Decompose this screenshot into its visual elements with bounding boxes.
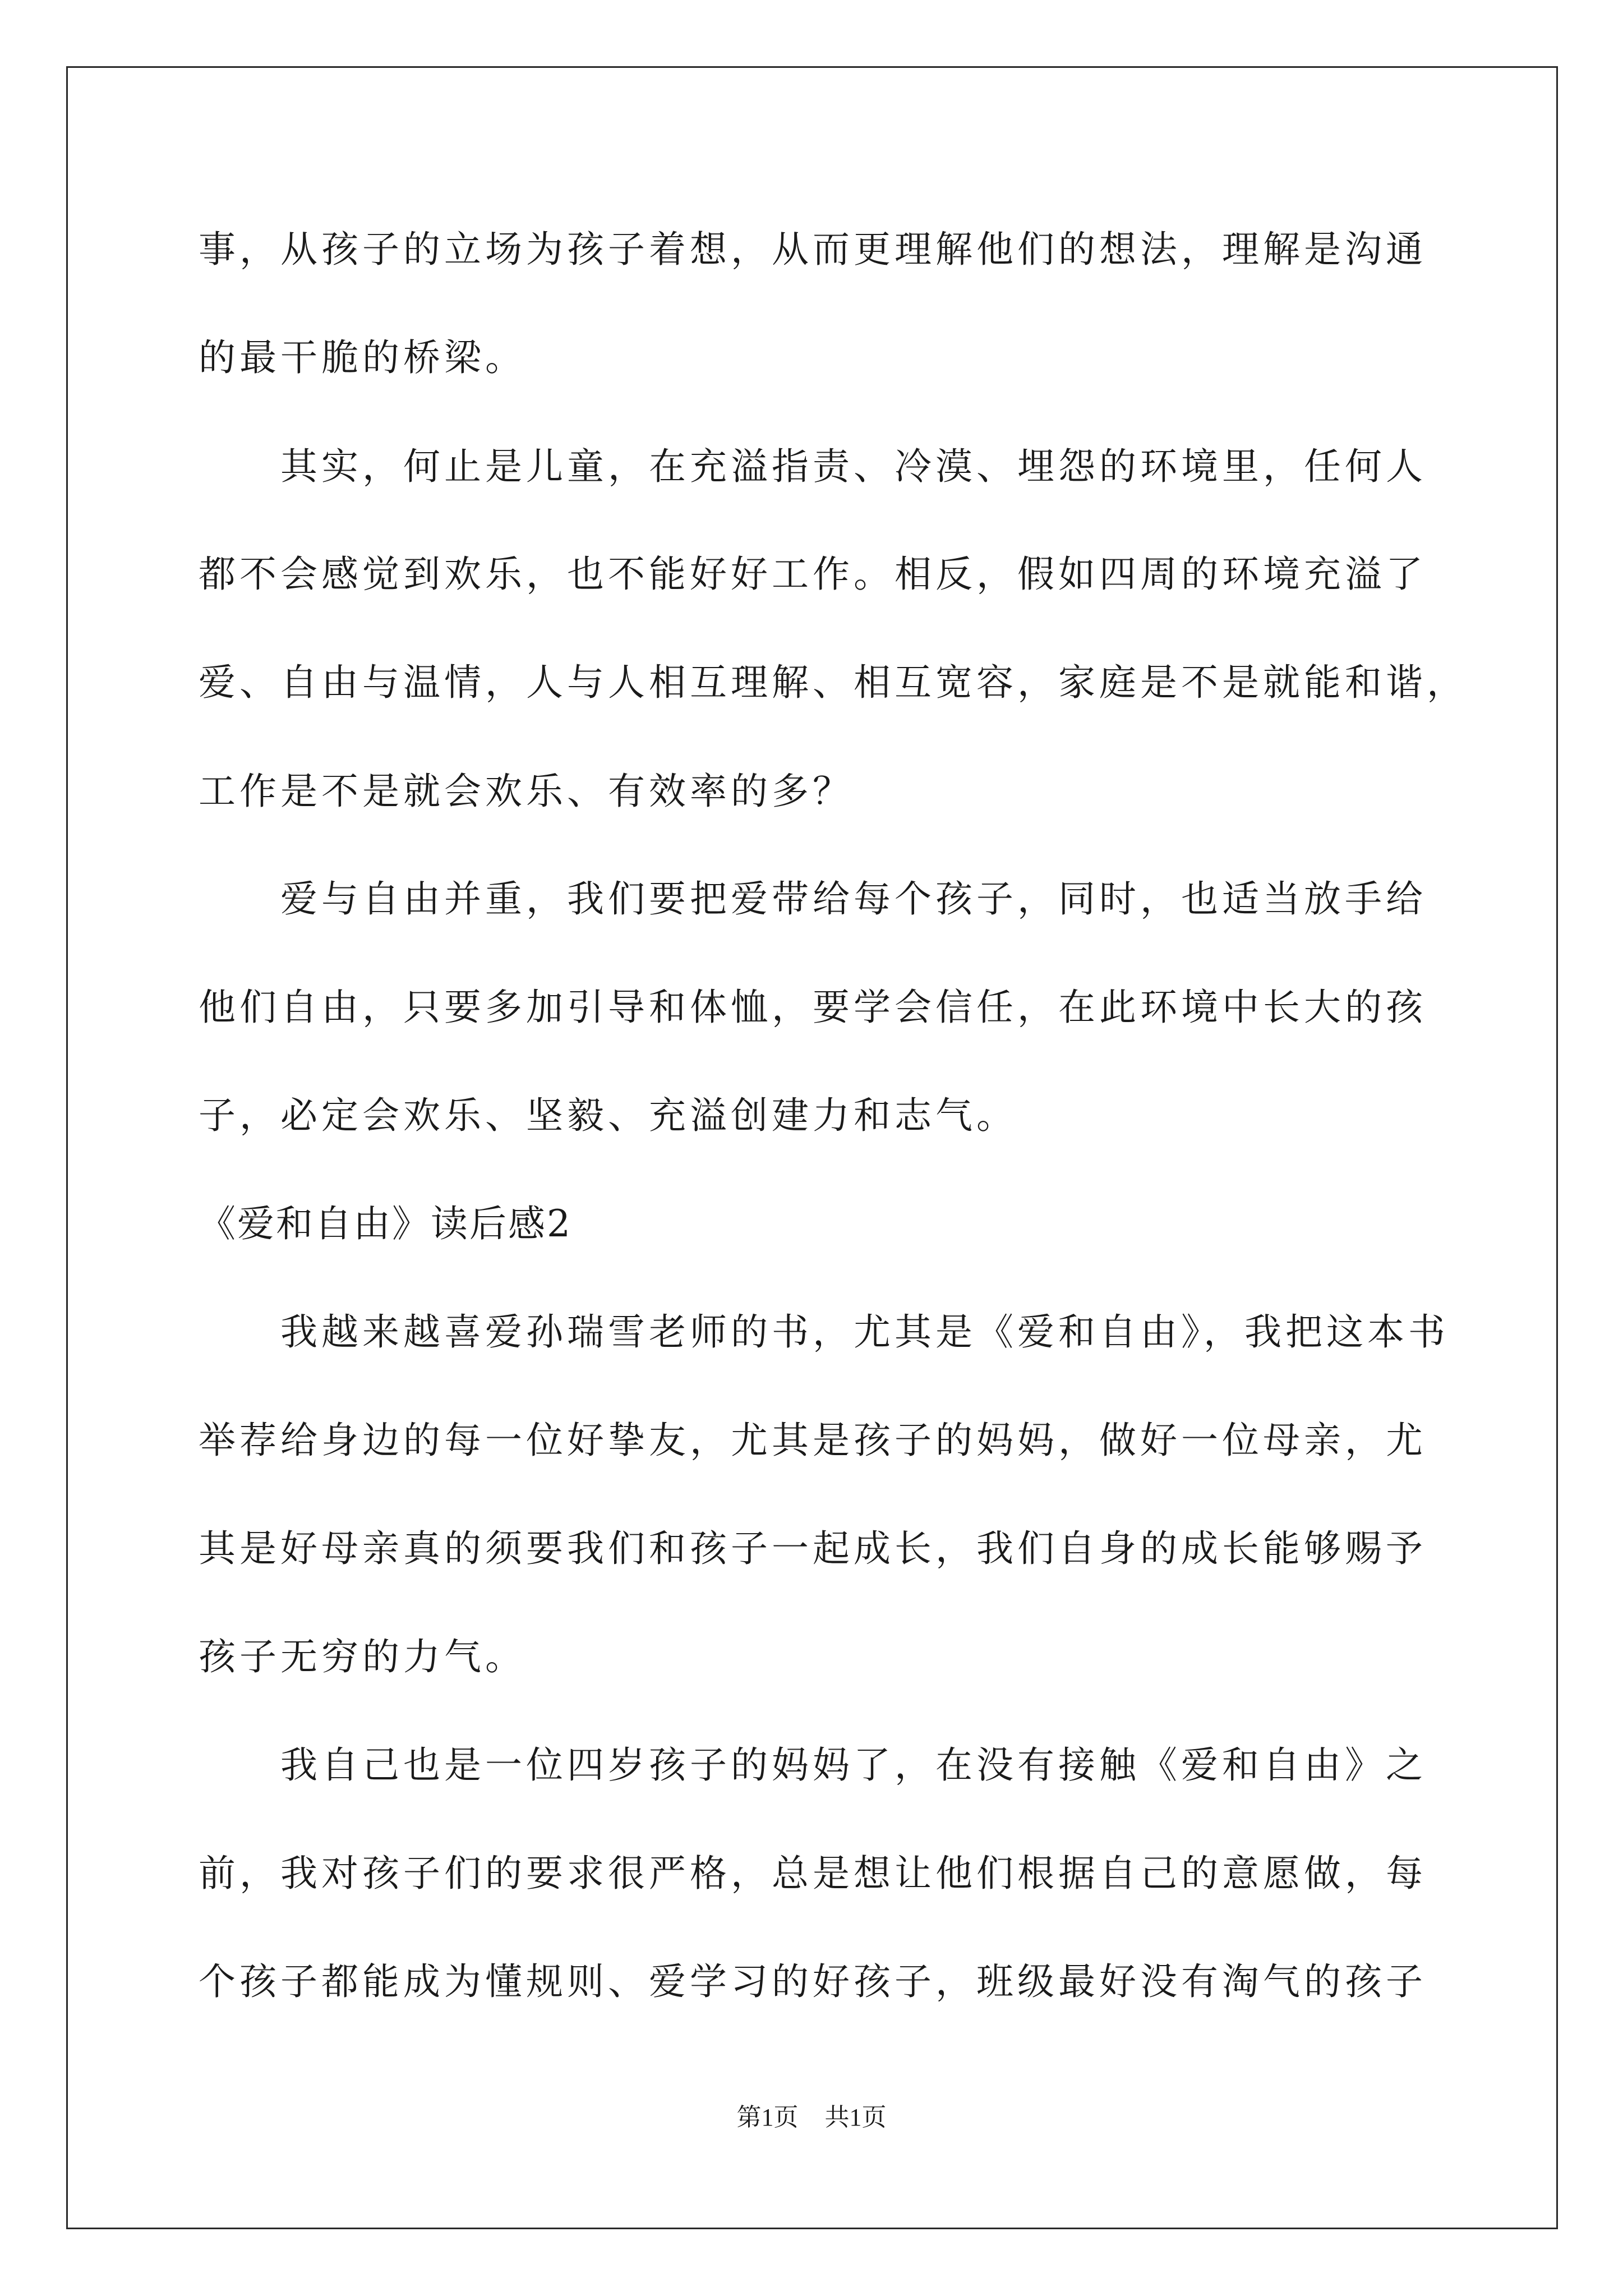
paragraph-line: 子，必定会欢乐、坚毅、充溢创建力和志气。 xyxy=(199,1094,1017,1137)
paragraph-line: 都不会感觉到欢乐，也不能好好工作。相反，假如四周的环境充溢了 xyxy=(199,553,1427,596)
page-number: 第1页 xyxy=(736,2104,799,2131)
paragraph-line: 我越来越喜爱孙瑞雪老师的书，尤其是《爱和自由》，我把这本书 xyxy=(280,1310,1449,1354)
paragraph-line: 爱与自由并重，我们要把爱带给每个孩子，同时，也适当放手给 xyxy=(280,877,1427,921)
paragraph-line: 他们自由，只要多加引导和体恤，要学会信任，在此环境中长大的孩 xyxy=(199,986,1427,1029)
paragraph-line: 前，我对孩子们的要求很严格，总是想让他们根据自己的意愿做，每 xyxy=(199,1852,1427,1895)
paragraph-line: 个孩子都能成为懂规则、爱学习的好孩子，班级最好没有淘气的孩子 xyxy=(199,1960,1427,2003)
paragraph-line: 举荐给身边的每一位好挚友，尤其是孩子的妈妈，做好一位母亲，尤 xyxy=(199,1419,1427,1462)
page-footer xyxy=(0,2101,1623,2134)
page-border xyxy=(66,66,1558,2229)
paragraph-line: 的最干脆的桥梁。 xyxy=(199,336,526,379)
paragraph-line: 其实，何止是儿童，在充溢指责、冷漠、埋怨的环境里，任何人 xyxy=(280,445,1427,488)
paragraph-line: 我自己也是一位四岁孩子的妈妈了，在没有接触《爱和自由》之 xyxy=(280,1743,1427,1787)
paragraph-line: 工作是不是就会欢乐、有效率的多？ xyxy=(199,770,854,813)
section-heading: 《爱和自由》读后感2 xyxy=(199,1202,572,1245)
paragraph-line: 其是好母亲真的须要我们和孩子一起成长，我们自身的成长能够赐予 xyxy=(199,1527,1427,1570)
paragraph-line: 事，从孩子的立场为孩子着想，从而更理解他们的想法，理解是沟通 xyxy=(199,228,1427,271)
paragraph-line: 孩子无穷的力气。 xyxy=(199,1635,526,1678)
paragraph-line: 爱、自由与温情，人与人相互理解、相互宽容，家庭是不是就能和谐， xyxy=(199,661,1468,704)
page-total: 共1页 xyxy=(824,2104,887,2131)
